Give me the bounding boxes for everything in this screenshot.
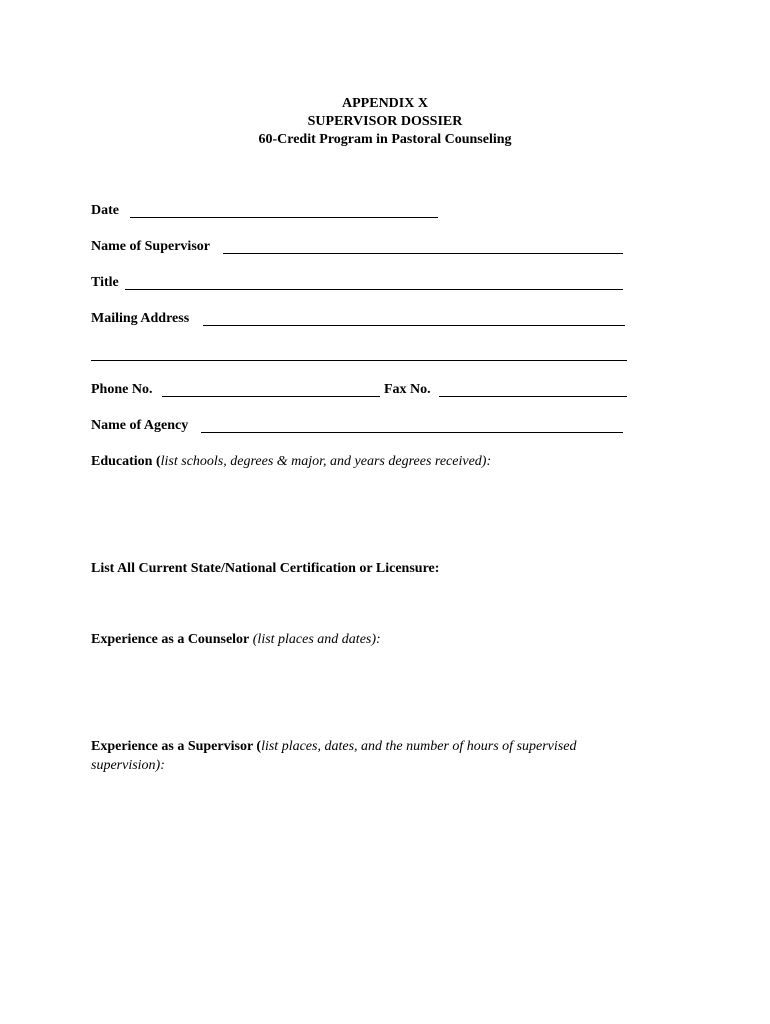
- supervisor-experience-label: Experience as a Supervisor (: [91, 739, 262, 754]
- phone-label: Phone No.: [91, 382, 153, 397]
- agency-label: Name of Agency: [91, 418, 189, 433]
- dossier-title: SUPERVISOR DOSSIER: [307, 114, 463, 129]
- fax-label: Fax No.: [384, 382, 431, 397]
- supervisor-name-label: Name of Supervisor: [91, 239, 210, 254]
- agency-field[interactable]: [201, 432, 623, 433]
- education-hint: list schools, degrees & major, and years degrees received):: [160, 454, 492, 469]
- title-label: Title: [91, 275, 119, 290]
- supervisor-experience-hint: list places, dates, and the number of hours of supervised supervision):: [91, 739, 577, 773]
- phone-field[interactable]: [162, 396, 380, 397]
- title-field[interactable]: [125, 289, 623, 290]
- fax-field[interactable]: [439, 396, 627, 397]
- date-label: Date: [91, 203, 119, 218]
- mailing-address-label: Mailing Address: [91, 311, 190, 326]
- counselor-experience-section: [91, 630, 651, 649]
- mailing-address-field[interactable]: [203, 325, 625, 326]
- counselor-experience-label: Experience as a Counselor: [91, 632, 250, 647]
- appendix-title: APPENDIX X: [342, 96, 428, 111]
- date-field[interactable]: [130, 217, 438, 218]
- supervisor-name-field[interactable]: [223, 253, 623, 254]
- certification-label: List All Current State/National Certification or Licensure:: [91, 561, 440, 576]
- program-subtitle: 60-Credit Program in Pastoral Counseling: [258, 132, 512, 147]
- mailing-address-field-line2[interactable]: [91, 360, 627, 361]
- education-label: Education (: [91, 454, 161, 469]
- education-section: [91, 452, 651, 471]
- supervisor-experience-section: [91, 737, 636, 775]
- counselor-experience-hint: (list places and dates):: [252, 632, 381, 647]
- certification-section: [91, 559, 651, 578]
